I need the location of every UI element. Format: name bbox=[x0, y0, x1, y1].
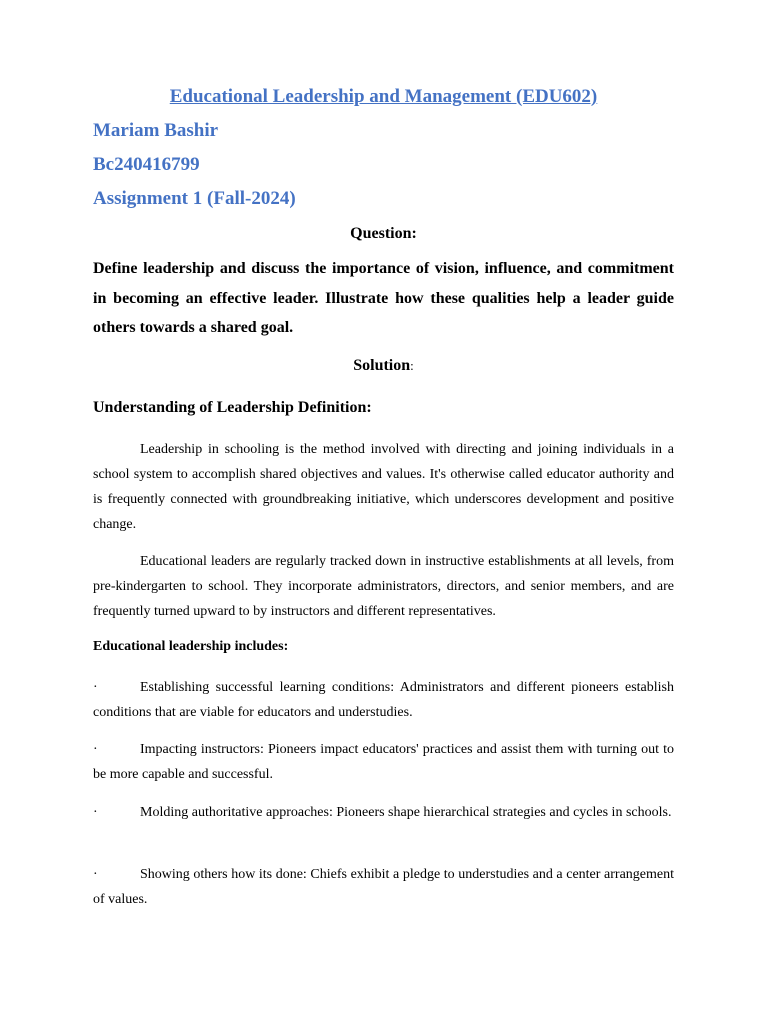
course-title[interactable]: Educational Leadership and Management (EDU602) bbox=[169, 86, 598, 107]
list-item bbox=[93, 800, 674, 825]
question-text: Define leadership and discuss the importance of vision, influence, and commitment in becoming an effective leader. Illustrate how these qualities help a leader guide others towards a shared goal. bbox=[93, 260, 674, 336]
list-item bbox=[93, 862, 674, 912]
list-item bbox=[93, 675, 674, 725]
assignment-label: Assignment 1 (Fall-2024) bbox=[93, 188, 296, 209]
list-item-text: Showing others how its done: Chiefs exhibit a pledge to understudies and a center arrangement of values. bbox=[93, 867, 674, 907]
list-item-text: Impacting instructors: Pioneers impact educators' practices and assist them with turning out to be more capable and successful. bbox=[93, 742, 674, 782]
list-item bbox=[93, 737, 674, 787]
section-heading: Understanding of Leadership Definition: bbox=[93, 399, 372, 416]
bullet-icon: · bbox=[93, 742, 98, 757]
includes-heading: Educational leadership includes: bbox=[93, 639, 289, 654]
student-id: Bc240416799 bbox=[93, 154, 200, 175]
paragraph-educational-leaders: Educational leaders are regularly tracked down in instructive establishments at all levels, from pre-kindergarten to school. They incorporate administrators, directors, and senior members, and are frequently turned upward to by instructors and different representatives. bbox=[93, 554, 674, 619]
list-item-text: Establishing successful learning conditions: Administrators and different pioneers establish conditions that are viable for educators and understudies. bbox=[93, 680, 674, 720]
bullet-icon: · bbox=[93, 680, 98, 695]
bullet-icon: · bbox=[93, 805, 98, 820]
solution-heading-word: Solution bbox=[353, 357, 411, 374]
paragraph-definition: Leadership in schooling is the method involved with directing and joining individuals in a school system to accomplish shared objectives and values. It's otherwise called educator authority and is frequently connected with groundbreaking initiative, which underscores development and positive change. bbox=[93, 442, 674, 532]
solution-heading bbox=[93, 357, 674, 375]
student-name: Mariam Bashir bbox=[93, 120, 219, 141]
bullet-icon: · bbox=[93, 867, 98, 882]
list-item-text: Molding authoritative approaches: Pioneers shape hierarchical strategies and cycles in schools. bbox=[140, 805, 672, 820]
question-heading: Question: bbox=[350, 225, 417, 242]
solution-heading-colon: : bbox=[410, 358, 414, 373]
